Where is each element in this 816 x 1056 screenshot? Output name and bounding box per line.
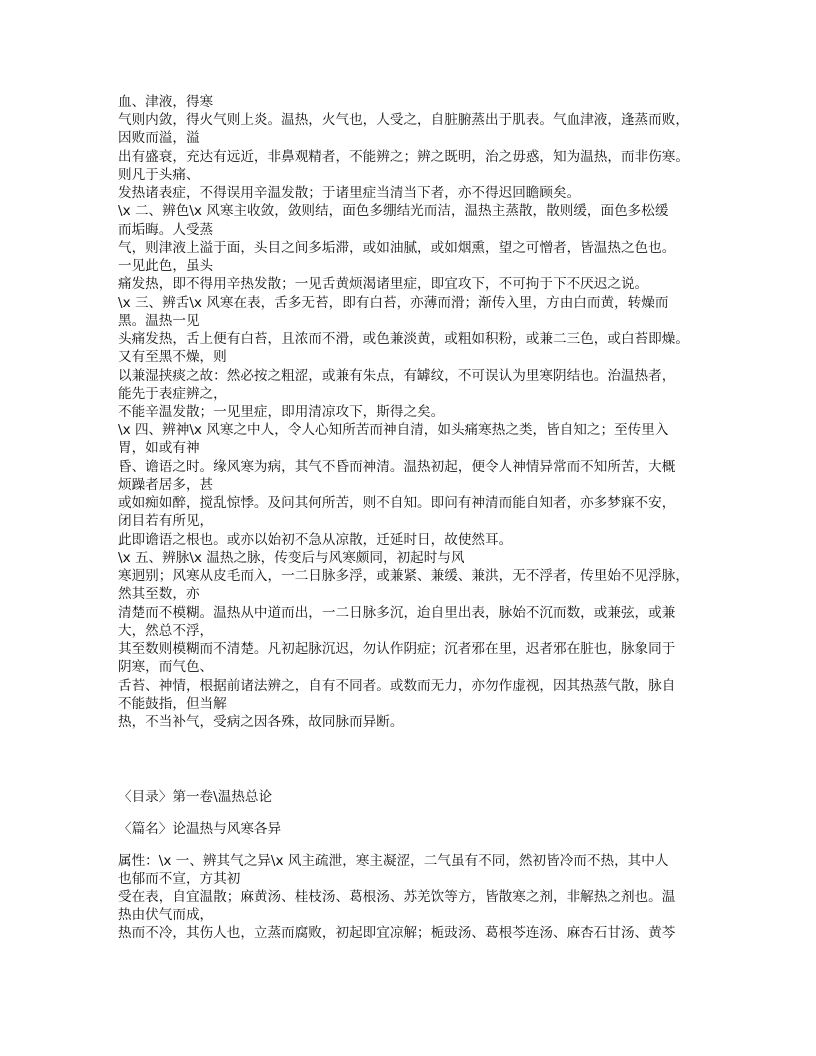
text-line: 因败而溢，溢 (118, 130, 200, 147)
text-line: 属性：\x 一、辨其气之异\x 风主疏泄，寒主凝涩，二气虽有不同，然初皆冷而不热，其中人 (118, 853, 669, 869)
text-line: 以兼湿挟痰之故：然必按之粗涩，或兼有朱点，有罅纹，不可误认为里寒阴结也。治温热者， (118, 367, 676, 384)
text-line: 也郁而不宣，方其初 (118, 871, 241, 887)
chapter-heading: 〈篇名〉论温热与风寒各异 (118, 821, 282, 837)
document-section (118, 788, 718, 942)
text-line: 昏、谵语之时。缘风寒为病，其气不昏而神清。温热初起，便令人神情异常而不知所苦，大概 (118, 458, 676, 475)
text-line: 受在表，自宜温散；麻黄汤、桂枝汤、葛根汤、苏羌饮等方，皆散寒之剂，非解热之剂也。温 (118, 889, 676, 905)
text-line: 不能鼓指，但当解 (118, 695, 227, 712)
text-line: \x 五、辨脉\x 温热之脉，传变后与风寒颇同，初起时与风 (118, 549, 465, 566)
text-line: 此即谵语之根也。或亦以始初不急从凉散，迁延时日，故使然耳。 (118, 531, 513, 548)
text-line: 阴寒，而气色、 (118, 659, 214, 676)
text-line: 气，则津液上溢于面，头目之间多垢滞，或如油腻，或如烟熏，望之可憎者，皆温热之色也。 (118, 239, 676, 256)
text-line: 发热诸表症，不得误用辛温发散；于诸里症当清当下者，亦不得迟回瞻顾矣。 (118, 185, 581, 202)
text-line: 血、津液，得寒 (118, 94, 214, 110)
text-line: 而垢晦。人受蒸 (118, 221, 214, 238)
section-paragraph (118, 852, 718, 942)
text-line: 胃，如或有神 (118, 440, 200, 457)
text-line: 热而不冷，其伤人也，立蒸而腐败，初起即宜凉解；栀豉汤、葛根芩连汤、麻杏石甘汤、黄芩 (118, 925, 676, 941)
text-line: 又有至黑不燥，则 (118, 349, 227, 366)
text-line: 烦躁者居多，甚 (118, 476, 214, 493)
document-body (118, 93, 718, 731)
text-line: 热，不当补气，受病之因各殊，故同脉而异断。 (118, 713, 404, 730)
text-line: 热由伏气而成， (118, 907, 214, 923)
text-line: 然其至数，亦 (118, 586, 200, 603)
spacer (118, 806, 718, 820)
catalog-heading: 〈目录〉第一卷\温热总论 (118, 789, 273, 805)
spacer (118, 838, 718, 852)
text-line: 不能辛温发散；一见里症，即用清凉攻下，斯得之矣。 (118, 403, 445, 420)
text-line: 闭目若有所见， (118, 513, 214, 530)
text-line: 则凡于头痛、 (118, 166, 200, 183)
text-line: 或如痴如醉，搅乱惊悸。及问其何所苦，则不自知。即问有神清而能自知者，亦多梦寐不安， (118, 495, 676, 512)
text-line: 头痛发热，舌上便有白苔，且浓而不滑，或色兼淡黄，或粗如积粉，或兼二三色，或白苔即燥。 (118, 331, 689, 348)
text-line: 寒迥别；风寒从皮毛而入，一二日脉多浮，或兼紧、兼缓、兼洪，无不浮者，传里始不见浮脉， (118, 568, 689, 585)
text-line: 其至数则模糊而不清楚。凡初起脉沉迟，勿认作阴症；沉者邪在里，迟者邪在脏也，脉象同于 (118, 641, 676, 658)
text-line: 黑。温热一见 (118, 312, 200, 329)
text-line: 舌苔、神情，根据前诸法辨之，自有不同者。或数而无力，亦勿作虚视，因其热蒸气散，脉自 (118, 677, 676, 694)
text-line: 大，然总不浮， (118, 622, 214, 639)
text-line: 痛发热，即不得用辛热发散；一见舌黄烦渴诸里症，即宜攻下，不可拘于下不厌迟之说。 (118, 276, 649, 293)
text-line: 能先于表症辨之， (118, 385, 227, 402)
text-line: \x 二、辨色\x 风寒主收敛，敛则结，面色多绷结光而洁，温热主蒸散，散则缓，面色多松缓 (118, 203, 669, 220)
text-line: 一见此色，虽头 (118, 258, 214, 275)
text-line: \x 三、辨舌\x 风寒在表，舌多无苔，即有白苔，亦薄而滑；渐传入里，方由白而黄，转燥而 (118, 294, 669, 311)
text-line: \x 四、辨神\x 风寒之中人，令人心知所苦而神自清，如头痛寒热之类，皆自知之；至传里入 (118, 422, 669, 439)
text-line: 气则内敛，得火气则上炎。温热，火气也，人受之，自脏腑蒸出于肌表。气血津液，逢蒸而败， (118, 112, 689, 129)
text-line: 清楚而不模糊。温热从中道而出，一二日脉多沉，迨自里出表，脉始不沉而数，或兼弦，或兼 (118, 604, 676, 621)
text-line: 出有盛衰，充达有远近，非鼻观精者，不能辨之；辨之既明，治之毋惑，知为温热，而非伤寒。 (118, 148, 689, 165)
